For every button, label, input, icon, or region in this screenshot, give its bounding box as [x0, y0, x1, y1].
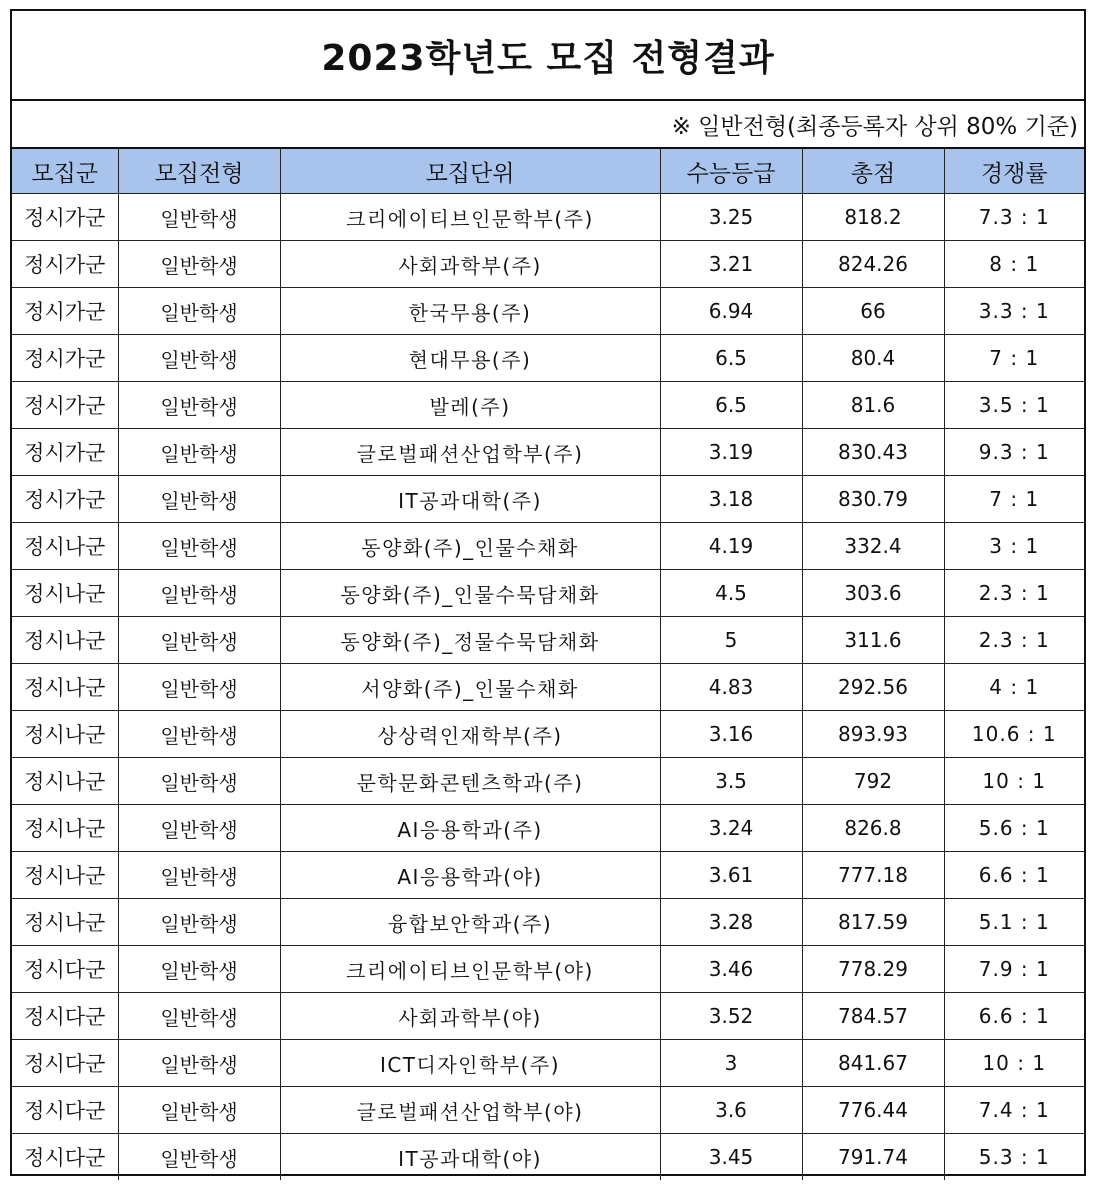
cell-group: 정시나군 — [12, 758, 118, 805]
cell-type: 일반학생 — [118, 382, 280, 429]
cell-total: 824.26 — [802, 241, 944, 288]
cell-group: 정시다군 — [12, 993, 118, 1040]
cell-group: 정시가군 — [12, 382, 118, 429]
cell-ratio: 2.3 : 1 — [944, 570, 1084, 617]
cell-type: 일반학생 — [118, 570, 280, 617]
cell-group: 정시다군 — [12, 946, 118, 993]
cell-grade: 3.28 — [660, 899, 802, 946]
table-row — [12, 429, 1084, 476]
cell-unit: 크리에이티브인문학부(주) — [280, 194, 660, 241]
cell-ratio: 7 : 1 — [944, 476, 1084, 523]
cell-ratio: 3.5 : 1 — [944, 382, 1084, 429]
cell-type: 일반학생 — [118, 899, 280, 946]
cell-unit: 동양화(주)_인물수묵담채화 — [280, 570, 660, 617]
cell-type: 일반학생 — [118, 194, 280, 241]
table-row — [12, 382, 1084, 429]
cell-grade: 3.52 — [660, 993, 802, 1040]
cell-total: 792 — [802, 758, 944, 805]
criteria-note: ※ 일반전형(최종등록자 상위 80% 기준) — [12, 101, 1084, 149]
cell-unit: 글로벌패션산업학부(주) — [280, 429, 660, 476]
cell-grade: 4.19 — [660, 523, 802, 570]
table-row — [12, 288, 1084, 335]
cell-group: 정시가군 — [12, 476, 118, 523]
cell-total: 841.67 — [802, 1040, 944, 1087]
cell-type: 일반학생 — [118, 664, 280, 711]
cell-grade: 3.5 — [660, 758, 802, 805]
table-row — [12, 617, 1084, 664]
header-grade: 수능등급 — [660, 149, 802, 194]
cell-total: 830.43 — [802, 429, 944, 476]
cell-total: 303.6 — [802, 570, 944, 617]
results-sheet — [10, 9, 1086, 1176]
cell-type: 일반학생 — [118, 241, 280, 288]
cell-grade: 3.61 — [660, 852, 802, 899]
table-row — [12, 570, 1084, 617]
cell-grade: 3.46 — [660, 946, 802, 993]
cell-total: 830.79 — [802, 476, 944, 523]
table-row — [12, 1040, 1084, 1087]
cell-group: 정시나군 — [12, 664, 118, 711]
table-row — [12, 335, 1084, 382]
cell-ratio: 7 : 1 — [944, 335, 1084, 382]
header-unit: 모집단위 — [280, 149, 660, 194]
table-row — [12, 664, 1084, 711]
table-row — [12, 946, 1084, 993]
table-row — [12, 523, 1084, 570]
cell-total: 893.93 — [802, 711, 944, 758]
cell-grade: 3.21 — [660, 241, 802, 288]
header-type: 모집전형 — [118, 149, 280, 194]
cell-grade: 3.18 — [660, 476, 802, 523]
cell-ratio: 9.3 : 1 — [944, 429, 1084, 476]
cell-total: 776.44 — [802, 1087, 944, 1134]
cell-ratio: 8 : 1 — [944, 241, 1084, 288]
cell-unit: 크리에이티브인문학부(야) — [280, 946, 660, 993]
cell-type: 일반학생 — [118, 805, 280, 852]
cell-grade: 5 — [660, 617, 802, 664]
cell-type: 일반학생 — [118, 335, 280, 382]
cell-total: 332.4 — [802, 523, 944, 570]
cell-unit: IT공과대학(야) — [280, 1134, 660, 1181]
cell-type: 일반학생 — [118, 617, 280, 664]
table-body — [12, 194, 1084, 1181]
table-row — [12, 241, 1084, 288]
table-row — [12, 1087, 1084, 1134]
cell-group: 정시나군 — [12, 899, 118, 946]
cell-ratio: 5.6 : 1 — [944, 805, 1084, 852]
table-row — [12, 1134, 1084, 1181]
cell-grade: 3.6 — [660, 1087, 802, 1134]
cell-unit: 문학문화콘텐츠학과(주) — [280, 758, 660, 805]
cell-ratio: 5.1 : 1 — [944, 899, 1084, 946]
cell-total: 826.8 — [802, 805, 944, 852]
cell-group: 정시가군 — [12, 429, 118, 476]
cell-unit: 상상력인재학부(주) — [280, 711, 660, 758]
cell-type: 일반학생 — [118, 758, 280, 805]
cell-unit: 글로벌패션산업학부(야) — [280, 1087, 660, 1134]
table-row — [12, 476, 1084, 523]
header-ratio: 경쟁률 — [944, 149, 1084, 194]
cell-grade: 3.19 — [660, 429, 802, 476]
cell-grade: 3.16 — [660, 711, 802, 758]
cell-grade: 3.45 — [660, 1134, 802, 1181]
cell-type: 일반학생 — [118, 1134, 280, 1181]
table-row — [12, 993, 1084, 1040]
cell-unit: 현대무용(주) — [280, 335, 660, 382]
cell-group: 정시나군 — [12, 852, 118, 899]
header-total: 총점 — [802, 149, 944, 194]
cell-ratio: 6.6 : 1 — [944, 993, 1084, 1040]
cell-group: 정시가군 — [12, 288, 118, 335]
table-row — [12, 758, 1084, 805]
table-row — [12, 899, 1084, 946]
cell-type: 일반학생 — [118, 1087, 280, 1134]
cell-grade: 3.24 — [660, 805, 802, 852]
cell-total: 778.29 — [802, 946, 944, 993]
cell-unit: 발레(주) — [280, 382, 660, 429]
cell-ratio: 2.3 : 1 — [944, 617, 1084, 664]
cell-unit: AI응용학과(야) — [280, 852, 660, 899]
cell-total: 80.4 — [802, 335, 944, 382]
cell-total: 81.6 — [802, 382, 944, 429]
cell-total: 777.18 — [802, 852, 944, 899]
cell-group: 정시나군 — [12, 617, 118, 664]
cell-ratio: 7.3 : 1 — [944, 194, 1084, 241]
cell-group: 정시나군 — [12, 523, 118, 570]
table-row — [12, 711, 1084, 758]
cell-group: 정시다군 — [12, 1040, 118, 1087]
cell-total: 791.74 — [802, 1134, 944, 1181]
cell-unit: 동양화(주)_인물수채화 — [280, 523, 660, 570]
cell-type: 일반학생 — [118, 852, 280, 899]
cell-unit: ICT디자인학부(주) — [280, 1040, 660, 1087]
cell-grade: 3 — [660, 1040, 802, 1087]
cell-type: 일반학생 — [118, 946, 280, 993]
table-row — [12, 194, 1084, 241]
cell-total: 818.2 — [802, 194, 944, 241]
cell-unit: 서양화(주)_인물수채화 — [280, 664, 660, 711]
cell-total: 292.56 — [802, 664, 944, 711]
cell-type: 일반학생 — [118, 993, 280, 1040]
cell-type: 일반학생 — [118, 523, 280, 570]
cell-group: 정시가군 — [12, 194, 118, 241]
cell-type: 일반학생 — [118, 1040, 280, 1087]
page-title: 2023학년도 모집 전형결과 — [12, 11, 1084, 101]
cell-ratio: 10 : 1 — [944, 758, 1084, 805]
cell-unit: 융합보안학과(주) — [280, 899, 660, 946]
cell-grade: 3.25 — [660, 194, 802, 241]
cell-total: 66 — [802, 288, 944, 335]
table-row — [12, 852, 1084, 899]
cell-type: 일반학생 — [118, 429, 280, 476]
cell-unit: 한국무용(주) — [280, 288, 660, 335]
header-row — [12, 149, 1084, 194]
cell-unit: 동양화(주)_정물수묵담채화 — [280, 617, 660, 664]
cell-total: 311.6 — [802, 617, 944, 664]
header-group: 모집군 — [12, 149, 118, 194]
cell-type: 일반학생 — [118, 711, 280, 758]
cell-total: 784.57 — [802, 993, 944, 1040]
cell-group: 정시다군 — [12, 1087, 118, 1134]
cell-unit: AI응용학과(주) — [280, 805, 660, 852]
cell-ratio: 3 : 1 — [944, 523, 1084, 570]
cell-group: 정시가군 — [12, 241, 118, 288]
table-row — [12, 805, 1084, 852]
cell-ratio: 10.6 : 1 — [944, 711, 1084, 758]
cell-ratio: 10 : 1 — [944, 1040, 1084, 1087]
cell-group: 정시다군 — [12, 1134, 118, 1181]
cell-grade: 6.5 — [660, 335, 802, 382]
cell-unit: IT공과대학(주) — [280, 476, 660, 523]
cell-grade: 4.5 — [660, 570, 802, 617]
cell-group: 정시가군 — [12, 335, 118, 382]
cell-unit: 사회과학부(주) — [280, 241, 660, 288]
cell-unit: 사회과학부(야) — [280, 993, 660, 1040]
cell-type: 일반학생 — [118, 476, 280, 523]
cell-ratio: 6.6 : 1 — [944, 852, 1084, 899]
cell-grade: 6.94 — [660, 288, 802, 335]
cell-grade: 4.83 — [660, 664, 802, 711]
cell-ratio: 5.3 : 1 — [944, 1134, 1084, 1181]
cell-total: 817.59 — [802, 899, 944, 946]
cell-type: 일반학생 — [118, 288, 280, 335]
cell-group: 정시나군 — [12, 711, 118, 758]
cell-group: 정시나군 — [12, 570, 118, 617]
cell-ratio: 3.3 : 1 — [944, 288, 1084, 335]
results-table — [12, 149, 1084, 1180]
cell-group: 정시나군 — [12, 805, 118, 852]
cell-ratio: 4 : 1 — [944, 664, 1084, 711]
cell-ratio: 7.4 : 1 — [944, 1087, 1084, 1134]
cell-grade: 6.5 — [660, 382, 802, 429]
cell-ratio: 7.9 : 1 — [944, 946, 1084, 993]
